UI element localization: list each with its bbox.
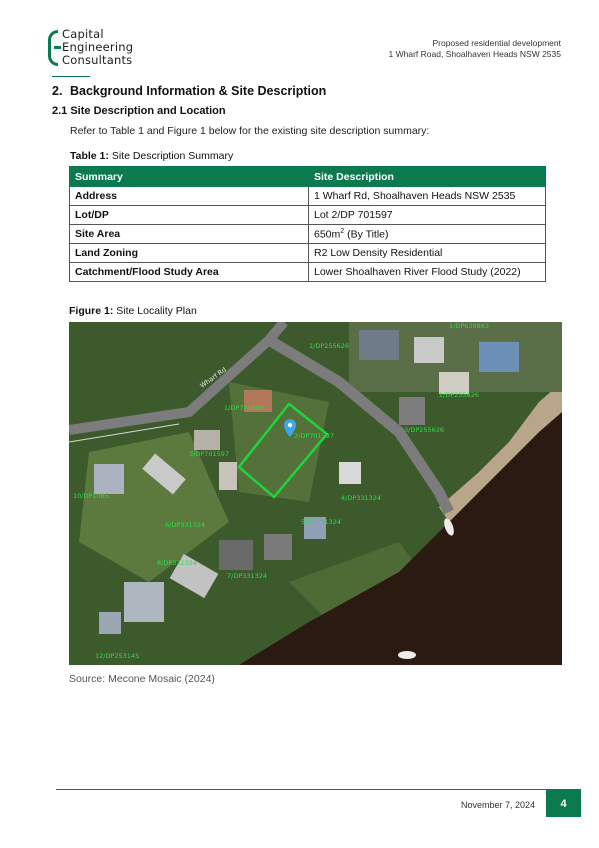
- table-row: [70, 187, 546, 206]
- site-locality-aerial-map: [69, 322, 562, 665]
- table-caption: [70, 150, 233, 162]
- project-title: Proposed residential development: [432, 38, 561, 48]
- row-label-flood: Catchment/Flood Study Area: [70, 263, 309, 282]
- lot-label: 3/DP255626: [404, 426, 445, 434]
- map-house: [124, 582, 164, 622]
- logo-text: [62, 28, 133, 67]
- row-value-lotdp: Lot 2/DP 701597: [309, 206, 546, 225]
- site-summary-table: [69, 166, 546, 282]
- logo-line-2: Engineering: [62, 40, 134, 54]
- lot-label: 1/DP701597: [224, 404, 265, 412]
- lot-label: 2/DP701597: [294, 432, 335, 440]
- logo-mark: [48, 30, 58, 66]
- map-house: [359, 330, 399, 360]
- lot-label: 10/DP1085: [73, 492, 109, 500]
- map-house: [99, 612, 121, 634]
- map-house: [399, 397, 425, 425]
- section-title: Background Information & Site Description: [70, 84, 327, 98]
- table-row: [70, 225, 546, 244]
- project-address: 1 Wharf Road, Shoalhaven Heads NSW 2535: [388, 48, 561, 59]
- lot-label: 5/DP331324: [301, 518, 342, 526]
- footer-divider: [56, 789, 581, 790]
- section-number: 2.: [52, 84, 63, 98]
- site-area-unit-sup: 2: [340, 227, 345, 235]
- logo-divider: [52, 76, 90, 77]
- lot-label: 6/DP331324: [165, 521, 206, 529]
- row-label-address: Address: [70, 187, 309, 206]
- map-boat: [398, 651, 416, 659]
- map-house: [479, 342, 519, 372]
- company-logo: [48, 28, 148, 70]
- table-row: [70, 206, 546, 225]
- lot-label: 7/DP331324: [227, 572, 268, 580]
- map-house: [94, 464, 124, 494]
- map-house: [414, 337, 444, 363]
- lot-label: 2/DP255626: [439, 391, 480, 399]
- site-area-value: 650m: [314, 228, 341, 241]
- lot-label: 3/DP701597: [189, 450, 230, 458]
- table-header-summary: Summary: [70, 167, 309, 187]
- row-value-address: 1 Wharf Rd, Shoalhaven Heads NSW 2535: [309, 187, 546, 206]
- map-house: [339, 462, 361, 484]
- table-row: [70, 263, 546, 282]
- logo-line-3: Consultants: [62, 53, 133, 67]
- figure-caption-text: Site Locality Plan: [113, 305, 197, 317]
- table-header-description: Site Description: [309, 167, 546, 187]
- table-header-row: [70, 167, 546, 187]
- row-label-zoning: Land Zoning: [70, 244, 309, 263]
- project-header: [389, 38, 561, 59]
- table-caption-text: Site Description Summary: [108, 150, 234, 162]
- table-row: [70, 244, 546, 263]
- footer-date: November 7, 2024: [460, 800, 535, 810]
- lot-label: 1/DP630883: [449, 322, 490, 330]
- map-house: [264, 534, 292, 560]
- row-value-flood: Lower Shoalhaven River Flood Study (2022): [309, 263, 546, 282]
- intro-paragraph: Refer to Table 1 and Figure 1 below for the existing site description summary:: [70, 125, 430, 137]
- lot-label: 4/DP331324: [341, 494, 382, 502]
- lot-label: 1/DP255626: [309, 342, 350, 350]
- figure-source: Source: Mecone Mosaic (2024): [69, 673, 215, 685]
- road-name-label: Wharf Rd: [198, 365, 228, 390]
- map-house: [194, 430, 220, 450]
- map-house: [219, 462, 237, 490]
- section-heading: [52, 84, 326, 98]
- map-house: [219, 540, 253, 570]
- lot-label: 8/DP331324: [157, 559, 198, 567]
- row-value-site-area: [309, 225, 546, 244]
- table-caption-label: Table 1:: [70, 150, 109, 162]
- row-value-zoning: R2 Low Density Residential: [309, 244, 546, 263]
- lot-label: 12/DP253145: [95, 652, 140, 660]
- figure-caption: [69, 305, 197, 317]
- logo-line-1: Capital: [62, 27, 104, 41]
- row-label-lotdp: Lot/DP: [70, 206, 309, 225]
- subsection-heading: 2.1 Site Description and Location: [52, 105, 226, 117]
- figure-caption-label: Figure 1:: [69, 305, 114, 317]
- page-number: 4: [546, 790, 581, 817]
- row-label-site-area: Site Area: [70, 225, 309, 244]
- site-area-note: (By Title): [344, 228, 389, 241]
